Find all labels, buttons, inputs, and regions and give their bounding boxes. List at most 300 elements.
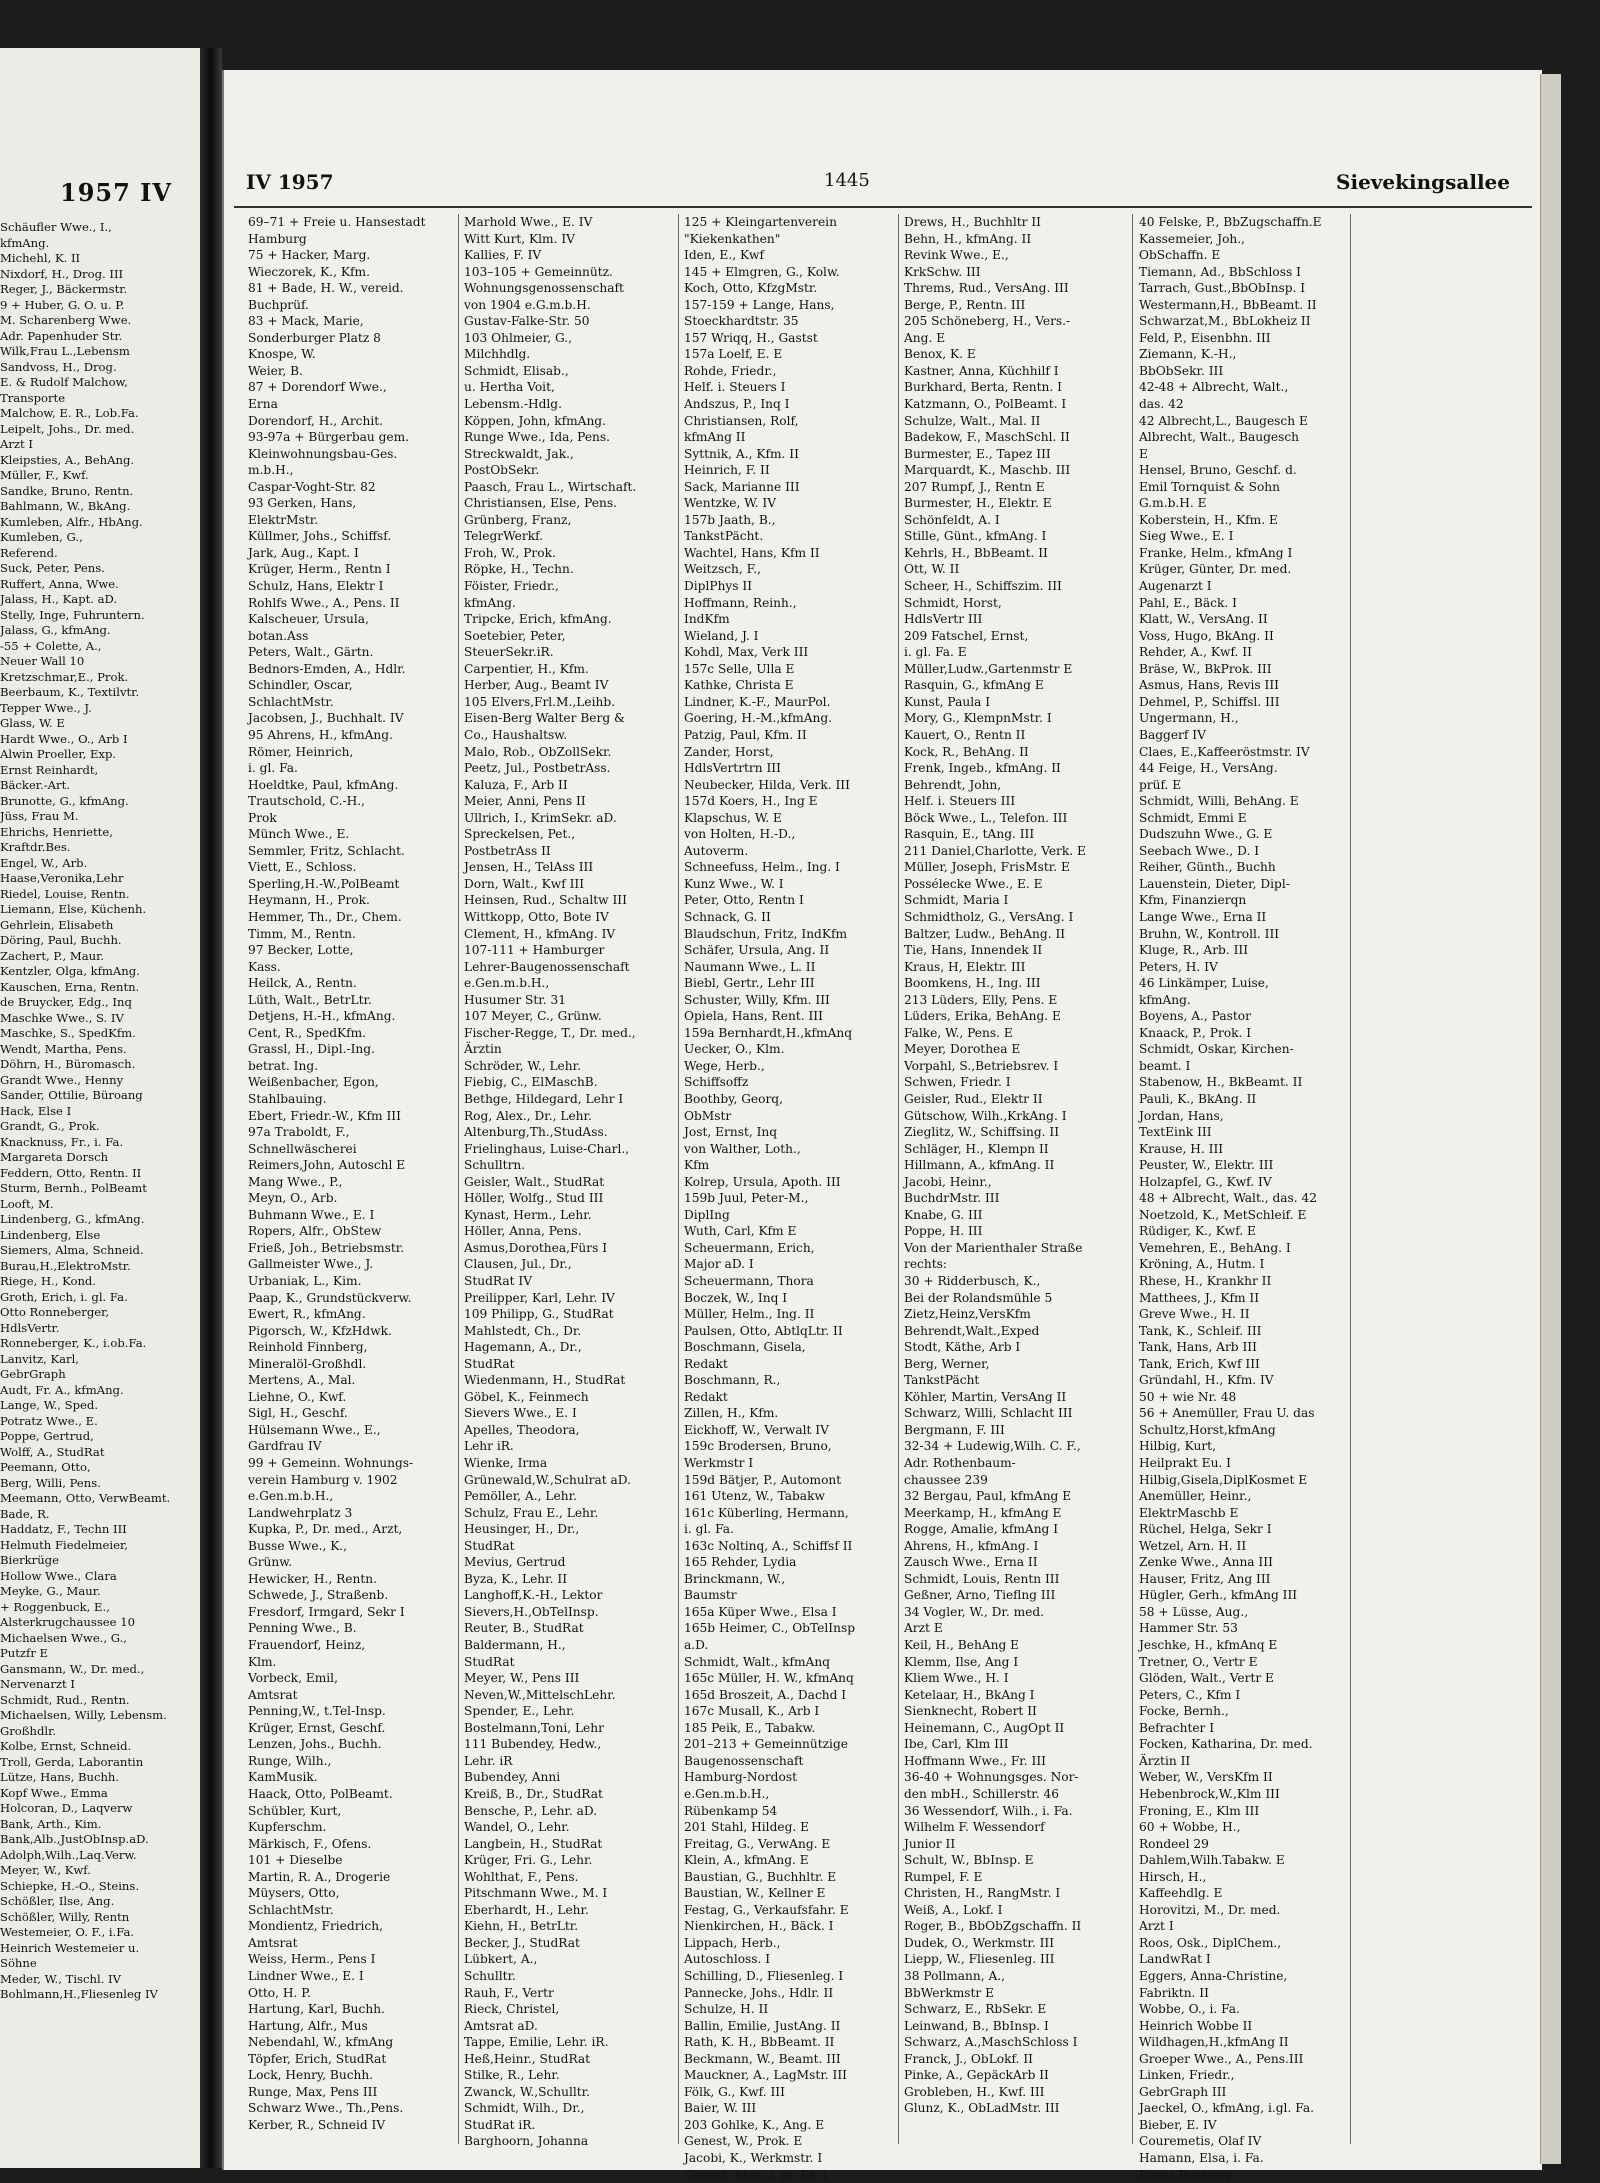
left-page-entry: Schiepke, H.-O., Steins. <box>0 1878 140 1893</box>
directory-entry: Clement, H., kfmAng. IV <box>464 926 616 941</box>
directory-entry: Viett, E., Schloss. <box>248 860 357 875</box>
directory-entry: Kreiß, B., Dr., StudRat <box>464 1786 603 1801</box>
left-page-entry: Lütze, Hans, Buchh. <box>0 1770 120 1784</box>
directory-entry: Hoeldtke, Paul, kfmAng. <box>248 777 399 792</box>
directory-entry: 36-40 + Wohnungsges. Nor- <box>904 1770 1079 1785</box>
left-page-entry: Gansmann, W., Dr. med., <box>0 1661 145 1676</box>
directory-entry: Ärztin <box>464 1042 502 1057</box>
directory-entry: Landwehrplatz 3 <box>248 1505 353 1520</box>
directory-entry: Busse Wwe., K., <box>248 1538 348 1553</box>
directory-entry: Köhler, Martin, VersAng II <box>904 1389 1067 1404</box>
directory-entry: TankstPächt. <box>684 529 764 544</box>
directory-entry: 83 + Mack, Marie, <box>248 314 364 329</box>
directory-entry: 165b Heimer, C., ObTelInsp <box>684 1621 855 1636</box>
directory-entry: 125 + Kleingartenverein <box>684 215 837 229</box>
directory-entry: TelegrWerkf. <box>464 529 544 544</box>
directory-entry: Schiffsoffz <box>684 1075 749 1090</box>
directory-entry: Jensen, H., TelAss III <box>464 860 594 875</box>
directory-entry: Liehne, O., Kwf. <box>248 1389 347 1404</box>
left-page-entry: Söhne <box>0 1956 37 1970</box>
left-page-entry: Bade, R. <box>0 1506 50 1521</box>
page-header <box>224 170 1542 210</box>
directory-entry: Peters, H. IV <box>1139 959 1218 974</box>
directory-entry: Krause, H. III <box>1139 1141 1224 1156</box>
directory-entry: Rasquin, G., kfmAng E <box>904 678 1044 693</box>
left-page-entry: Kentzler, Olga, kfmAng. <box>0 964 140 978</box>
directory-entry: Reiher, Günth., Buchh <box>1139 860 1276 875</box>
directory-entry: Hillmann, A., kfmAng. II <box>904 1158 1055 1173</box>
directory-entry: Blaudschun, Fritz, IndKfm <box>684 926 848 941</box>
directory-entry: Schnellwäscherei <box>248 1141 357 1156</box>
directory-entry: Kallies, F. IV <box>464 248 542 263</box>
directory-entry: Roger, B., BbObZgschaffn. II <box>904 1919 1082 1934</box>
directory-entry: Otto, H. P. <box>248 1985 311 2000</box>
directory-entry: Ott, W. II <box>904 562 960 577</box>
directory-entry: Klm. <box>248 1654 277 1669</box>
directory-entry: Heilprakt Eu. I <box>1139 1456 1231 1471</box>
directory-entry: Hewicker, H., Rentn. <box>248 1571 377 1586</box>
directory-entry: Wachtel, Hans, Kfm II <box>684 545 820 560</box>
directory-entry: Asmus, Hans, Revis III <box>1139 678 1279 693</box>
directory-entry: 38 Pollmann, A., <box>904 1968 1006 1983</box>
directory-entry: 201 Stahl, Hildeg. E <box>684 1820 810 1835</box>
directory-entry: 209 Fatschel, Ernst, <box>904 628 1029 643</box>
left-page-entry: Audt, Fr. A., kfmAng. <box>0 1382 124 1397</box>
directory-entry: Kunst, Paula I <box>904 694 991 709</box>
left-page-entry: Kumleben, Alfr., HbAng. <box>0 514 143 529</box>
directory-entry: Lüders, Erika, BehAng. E <box>904 1009 1061 1024</box>
directory-entry: Buchprüf. <box>248 297 309 312</box>
directory-entry: Froning, E., Klm III <box>1139 1803 1260 1818</box>
directory-entry: Helf. i. Steuers I <box>684 380 786 395</box>
directory-entry: Mahlstedt, Ch., Dr. <box>464 1323 582 1338</box>
directory-entry: Schult, W., BbInsp. E <box>904 1853 1034 1868</box>
directory-entry: Lenzen, Johs., Buchh. <box>248 1737 382 1752</box>
directory-entry: Schultz,Horst,kfmAng <box>1139 1422 1276 1437</box>
left-page-entry: Leipelt, Johs., Dr. med. <box>0 421 135 436</box>
directory-entry: 103–105 + Gemeinnütz. <box>464 264 613 279</box>
directory-entry: Amtsrat <box>248 1935 298 1950</box>
directory-entry: Roos, Osk., DiplChem., <box>1139 1935 1282 1950</box>
directory-entry: Lindner Wwe., E. I <box>248 1968 364 1983</box>
directory-entry: Pigorsch, W., KfzHdwk. <box>248 1323 392 1338</box>
directory-entry: Wittkopp, Otto, Bote IV <box>464 909 609 924</box>
directory-entry: Holzapfel, G., Kwf. IV <box>1139 1174 1272 1189</box>
directory-entry: Zausch Wwe., Erna II <box>904 1555 1038 1570</box>
directory-entry: Schwede, J., Straßenb. <box>248 1588 389 1603</box>
directory-entry: Schulltrn. <box>464 1158 526 1173</box>
directory-entry: Lock, Henry, Buchh. <box>248 2068 374 2083</box>
directory-entry: Groeper Wwe., A., Pens.III <box>1139 2051 1304 2066</box>
directory-entry: botan.Ass <box>248 628 309 643</box>
directory-entry: Lange Wwe., Erna II <box>1139 909 1267 924</box>
directory-entry: Behrendt, John, <box>904 777 1002 792</box>
directory-entry: Frielinghaus, Luise-Charl., <box>464 1141 630 1156</box>
directory-entry: Tie, Hans, Innendek II <box>904 943 1043 958</box>
directory-entry: Eberhardt, H., Lehr. <box>464 1902 589 1917</box>
directory-entry: 157a Loelf, E. E <box>684 347 783 362</box>
directory-entry: Wieczorek, K., Kfm. <box>248 264 370 279</box>
left-page-entry: Hack, Else I <box>0 1103 72 1118</box>
directory-entry: von Walther, Loth., <box>684 1141 801 1156</box>
directory-entry: Ketelaar, H., BkAng I <box>904 1687 1035 1702</box>
directory-entry: 201–213 + Gemeinnützige <box>684 1737 848 1752</box>
left-page-entry: Peemann, Otto, <box>0 1460 91 1474</box>
directory-entry: Befrachter I <box>1139 1720 1215 1735</box>
directory-entry: Katzmann, O., PolBeamt. I <box>904 397 1067 412</box>
left-page-entry: Burau,H.,ElektroMstr. <box>0 1258 131 1273</box>
directory-entry: Drews, H., Buchhltr II <box>904 215 1041 229</box>
directory-column-2 <box>464 214 676 2150</box>
directory-entry: Fabriktn. II <box>1139 1985 1209 2000</box>
directory-entry: Pinke, A., GepäckArb II <box>904 2068 1049 2083</box>
directory-entry: Hammer Str. 53 <box>1139 1621 1238 1636</box>
left-page-entry: Schößler, Ilse, Ang. <box>0 1894 115 1908</box>
left-page-entry: Jüss, Frau M. <box>0 809 79 823</box>
left-page-entry: Grandt Wwe., Henny <box>0 1072 124 1087</box>
directory-entry: Dahlem,Wilh.Tabakw. E <box>1139 1853 1285 1868</box>
directory-entry: 97a Traboldt, F., <box>248 1125 350 1140</box>
directory-entry: Westermann,H., BbBeamt. II <box>1139 297 1317 312</box>
directory-entry: Krüger, Ernst, Geschf. <box>248 1720 386 1735</box>
directory-entry: Benox, K. E <box>904 347 976 362</box>
directory-entry: Kleinwohnungsbau-Ges. <box>248 446 398 461</box>
left-page-entry: Tepper Wwe., J. <box>0 700 92 715</box>
directory-entry: Wetzel, Arn. H. II <box>1139 1538 1247 1553</box>
left-page-entry: Wendt, Martha, Pens. <box>0 1041 127 1056</box>
directory-entry: Peter, Otto, Rentn I <box>684 893 804 908</box>
directory-entry: Langhoff,K.-H., Lektor <box>464 1588 603 1603</box>
directory-entry: Asmus,Dorothea,Fürs I <box>464 1240 608 1255</box>
directory-entry: Fölk, G., Kwf. III <box>684 2084 785 2099</box>
directory-entry: Dudek, O., Werkmstr. III <box>904 1935 1055 1950</box>
directory-entry: Jark, Aug., Kapt. I <box>248 545 359 560</box>
directory-entry: i. gl. Fa. E <box>904 645 967 660</box>
directory-entry: Kaluza, F., Arb II <box>464 777 568 792</box>
directory-entry: Christiansen, Rolf, <box>684 413 799 428</box>
directory-entry: Kehrls, H., BbBeamt. II <box>904 545 1048 560</box>
left-page-entry: Bahlmann, W., BkAng. <box>0 499 131 513</box>
directory-entry: Brinckmann, W., <box>684 1571 786 1586</box>
directory-entry: SchlachtMstr. <box>248 1902 334 1917</box>
directory-entry: Wege, Herb., <box>684 1058 765 1073</box>
left-page-entry: Riege, H., Kond. <box>0 1274 97 1288</box>
street-name-header: Sievekingsallee <box>1336 170 1510 194</box>
directory-entry: 207 Rumpf, J., Rentn E <box>904 479 1045 494</box>
left-page-entry: 9 + Huber, G. O. u. P. <box>0 297 125 312</box>
directory-entry: Froh, W., Prok. <box>464 545 556 560</box>
directory-entry: ElektrMaschb E <box>1139 1505 1239 1520</box>
left-page-entry: Bierkrüge <box>0 1553 59 1567</box>
left-page-entry: + Roggenbuck, E., <box>0 1599 110 1614</box>
directory-entry: Tiemann, Ad., BbSchloss I <box>1139 264 1301 279</box>
directory-entry: 93 Gerken, Hans, <box>248 496 357 511</box>
directory-entry: Hauser, Fritz, Ang III <box>1139 1571 1271 1586</box>
directory-entry: Mineralöl-Großhdl. <box>248 1356 367 1371</box>
directory-entry: Weier, B. <box>248 363 303 378</box>
directory-entry: StudRat <box>464 1356 515 1371</box>
left-page-entry: Bank,Alb.,JustObInsp.aD. <box>0 1832 149 1846</box>
directory-entry: Schnack, G. II <box>684 909 771 924</box>
directory-entry: Kröning, A., Hutm. I <box>1139 1257 1265 1272</box>
directory-column-3 <box>684 214 896 2183</box>
directory-entry: Cent, R., SpedKfm. <box>248 1025 367 1040</box>
left-page-entry: Nixdorf, H., Drog. III <box>0 266 124 281</box>
directory-entry: Reinhold Finnberg, <box>248 1340 368 1355</box>
directory-entry: Marquardt, K., Maschb. III <box>904 463 1071 478</box>
directory-entry: Bostelmann,Toni, Lehr <box>464 1720 604 1735</box>
directory-entry: Adr. Rothenbaum- <box>904 1456 1016 1471</box>
directory-entry: 101 + Dieselbe <box>248 1853 343 1868</box>
directory-entry: Witt Kurt, Klm. IV <box>464 231 575 246</box>
directory-entry: BbObSekr. III <box>1139 363 1224 378</box>
directory-entry: Ewert, R., kfmAng. <box>248 1307 366 1322</box>
directory-entry: Opiela, Hans, Rent. III <box>684 1009 823 1024</box>
directory-entry: Kliem Wwe., H. I <box>904 1671 1009 1686</box>
directory-entry: Freitag, G., VerwAng. E <box>684 1836 831 1851</box>
directory-entry: Neven,W.,MittelschLehr. <box>464 1687 616 1702</box>
directory-entry: Semmler, Fritz, Schlacht. <box>248 843 405 858</box>
directory-entry: Becker, J., StudRat <box>464 1935 580 1950</box>
page-header-edition: IV 1957 <box>246 170 334 194</box>
left-page-entry: Brunotte, G., kfmAng. <box>0 793 129 808</box>
directory-entry: Boomkens, H., Ing. III <box>904 976 1041 991</box>
directory-entry: Rasquin, E., tAng. III <box>904 827 1035 842</box>
page-number: 1445 <box>824 170 870 191</box>
directory-entry: Scheer, H., Schiffszim. III <box>904 579 1062 594</box>
left-page-entry: Ehrichs, Henriette, <box>0 824 113 839</box>
directory-entry: Pemöller, A., Lehr. <box>464 1489 577 1504</box>
directory-entry: Köppen, John, kfmAng. <box>464 413 606 428</box>
directory-entry: Schwarzat,M., BbLokheiz II <box>1139 314 1311 329</box>
directory-entry: TextEink III <box>1139 1125 1212 1140</box>
directory-entry: Peuster, W., Elektr. III <box>1139 1158 1274 1173</box>
directory-entry: 211 Daniel,Charlotte, Verk. E <box>904 843 1086 858</box>
directory-entry: Schwarz, E., RbSekr. E <box>904 2002 1047 2017</box>
directory-entry: Penning,W., t.Tel-Insp. <box>248 1704 386 1719</box>
directory-entry: Gallmeister Wwe., J. <box>248 1257 374 1272</box>
directory-entry: Fresdorf, Irmgard, Sekr I <box>248 1604 405 1619</box>
directory-entry: Festag, G., Verkaufsfahr. E <box>684 1902 849 1917</box>
directory-entry: Hirsch, H., <box>1139 1869 1207 1884</box>
directory-entry: kfmAng. <box>1139 992 1191 1007</box>
directory-entry: Heinemann, C., AugOpt II <box>904 1720 1065 1735</box>
directory-entry: Poppe, H. III <box>904 1224 983 1239</box>
left-page-entry: Poppe, Gertrud, <box>0 1429 94 1443</box>
directory-entry: Vorpahl, S.,Betriebsrev. I <box>904 1058 1059 1073</box>
left-page-entry: Alsterkrugchaussee 10 <box>0 1615 135 1629</box>
directory-entry: Pauli, K., BkAng. II <box>1139 1091 1257 1106</box>
left-page-header: 1957 IV <box>60 178 172 207</box>
directory-entry: m.b.H., <box>248 463 294 478</box>
left-page-entry: Nervenarzt I <box>0 1677 75 1691</box>
left-page-entry: Otto Ronneberger, <box>0 1305 110 1319</box>
directory-entry: Boothby, Georq, <box>684 1091 783 1106</box>
directory-entry: Baltzer, Ludw., BehAng. II <box>904 926 1066 941</box>
directory-entry: beamt. I <box>1139 1058 1191 1073</box>
directory-entry: Knabe, G. III <box>904 1207 983 1222</box>
directory-entry: 30 + Ridderbusch, K., <box>904 1274 1041 1288</box>
directory-entry: Kohdl, Max, Verk III <box>684 645 809 660</box>
directory-entry: Gütschow, Wilh.,KrkAng. I <box>904 1108 1067 1123</box>
directory-entry: Grobleben, H., Kwf. III <box>904 2084 1045 2099</box>
directory-entry: Weber, W., VersKfm II <box>1139 1770 1273 1785</box>
left-page-entry: Schäufler Wwe., I., <box>0 220 112 234</box>
directory-entry: a.D. <box>684 1638 709 1653</box>
left-page-entry: Kretzschmar,E., Prok. <box>0 669 129 684</box>
directory-entry: HdlsVertr III <box>904 612 983 627</box>
directory-entry: Wuth, Carl, Kfm E <box>684 1224 797 1239</box>
directory-entry: 36 Wessendorf, Wilh., i. Fa. <box>904 1803 1073 1818</box>
left-page-entry: Hardt Wwe., O., Arb I <box>0 731 128 746</box>
left-page-entry: Großhdlr. <box>0 1723 57 1738</box>
directory-entry: 161c Küberling, Hermann, <box>684 1505 849 1520</box>
directory-entry: Naumann Wwe., L. II <box>684 959 816 974</box>
directory-entry: Meyer, Dorothea E <box>904 1042 1021 1057</box>
left-page-entry: Sander, Ottilie, Büroang <box>0 1088 143 1102</box>
directory-entry: Schulz, Hans, Elektr I <box>248 579 384 594</box>
left-page-entry: Kauschen, Erna, Rentn. <box>0 979 140 994</box>
directory-entry: Kupka, P., Dr. med., Arzt, <box>248 1522 403 1537</box>
directory-entry: 95 Ahrens, H., kfmAng. <box>248 727 393 742</box>
directory-entry: 165a Küper Wwe., Elsa I <box>684 1604 837 1619</box>
directory-entry: Milchhdlg. <box>464 347 531 362</box>
directory-entry: Badekow, F., MaschSchl. II <box>904 430 1070 445</box>
left-page-entry: Michaelsen Wwe., G., <box>0 1630 127 1645</box>
directory-entry: Ibe, Carl, Klm III <box>904 1737 1009 1752</box>
directory-entry: ObMstr <box>684 1108 732 1123</box>
directory-entry: Kluge, R., Arb. III <box>1139 943 1249 958</box>
directory-entry: StudRat <box>464 1654 515 1669</box>
directory-entry: Peetz, Jul., PostbetrAss. <box>464 761 611 776</box>
left-page-entry: Feddern, Otto, Rentn. II <box>0 1165 142 1180</box>
directory-entry: Focken, Katharina, Dr. med. <box>1139 1737 1313 1752</box>
directory-entry: Heinsen, Rud., Schaltw III <box>464 893 627 908</box>
directory-entry: Höller, Wolfg., Stud III <box>464 1191 604 1206</box>
directory-entry: Spender, E., Lehr. <box>464 1704 575 1719</box>
left-page-entry: Engel, W., Arb. <box>0 855 88 870</box>
left-page-entry: Adr. Papenhuder Str. <box>0 328 123 343</box>
directory-entry: Horovitzi, M., Dr. med. <box>1139 1902 1281 1917</box>
directory-entry: Mauckner, A., LagMstr. III <box>684 2068 847 2083</box>
page-edge <box>1540 74 1561 2164</box>
left-page-entry: Maschke, S., SpedKfm. <box>0 1026 136 1040</box>
directory-entry: Krüger, Fri. G., Lehr. <box>464 1853 593 1868</box>
directory-entry: Ebert, Friedr.-W., Kfm III <box>248 1108 401 1123</box>
directory-entry: Stilke, R., Lehr. <box>464 2068 560 2083</box>
left-page-entry: Neuer Wall 10 <box>0 654 85 668</box>
directory-entry: Baggerf IV <box>1139 727 1206 742</box>
directory-entry: Rieck, Christel, <box>464 2002 560 2017</box>
directory-entry: Kraus, H, Elektr. III <box>904 959 1026 974</box>
directory-entry: 56 + Anemüller, Frau U. das <box>1139 1406 1315 1421</box>
directory-entry: Vemehren, E., BehAng. I <box>1139 1240 1291 1255</box>
directory-entry: Nienkirchen, H., Bäck. I <box>684 1919 834 1934</box>
directory-entry: chaussee 239 <box>904 1472 988 1487</box>
directory-entry: Uecker, O., Klm. <box>684 1042 785 1057</box>
directory-entry: Franz Buchner <box>1139 2167 1232 2182</box>
directory-entry: Paulsen, Otto, AbtlqLtr. II <box>684 1323 843 1338</box>
directory-entry: e.Gen.m.b.H., <box>464 976 550 991</box>
left-page-entry: Wolff, A., StudRat <box>0 1444 105 1459</box>
directory-entry: Bethge, Hildegard, Lehr I <box>464 1091 624 1106</box>
directory-entry: Detjens, H.-H., kfmAng. <box>248 1009 396 1024</box>
directory-entry: Jeschke, H., kfmAnq E <box>1139 1638 1278 1653</box>
directory-entry: Tappe, Emilie, Lehr. iR. <box>464 2035 609 2050</box>
left-page-entry: Groth, Erich, i. gl. Fa. <box>0 1289 128 1304</box>
left-page-entry: Lindenberg, G., kfmAng. <box>0 1212 145 1226</box>
directory-entry: Grünberg, Franz, <box>464 512 572 527</box>
directory-entry: Eisen-Berg Walter Berg & <box>464 711 625 726</box>
left-page-entry: Putzfr E <box>0 1646 49 1660</box>
directory-entry: 167c Musall, K., Arb I <box>684 1704 820 1719</box>
left-page-entry: Maschke Wwe., S. IV <box>0 1010 124 1025</box>
directory-entry: Byza, K., Lehr. II <box>464 1571 568 1586</box>
directory-entry: 58 + Lüsse, Aug., <box>1139 1604 1249 1619</box>
directory-entry: Sigl, H., Geschf. <box>248 1406 348 1421</box>
directory-entry: Caspar-Voght-Str. 82 <box>248 479 376 494</box>
directory-entry: Scheuermann, Thora <box>684 1274 814 1288</box>
left-page-entry: Kumleben, G., <box>0 530 83 544</box>
directory-entry: 99 + Gemeinn. Wohnungs- <box>248 1456 414 1471</box>
directory-entry: 163c Noltinq, A., Schiffsf II <box>684 1538 853 1553</box>
directory-entry: Jost, Ernst, Inq <box>684 1125 778 1140</box>
directory-entry: Knaack, P., Prok. I <box>1139 1025 1252 1040</box>
directory-entry: Höller, Anna, Pens. <box>464 1224 582 1239</box>
directory-entry: Bei der Rolandsmühle 5 <box>904 1290 1053 1305</box>
directory-entry: Zieglitz, W., Schiffsing. II <box>904 1125 1060 1140</box>
directory-entry: Jacobi, K., Werkmstr. I <box>684 2150 823 2165</box>
directory-entry: Wohnungsgenossenschaft <box>464 281 624 296</box>
directory-entry: Glunz, K., ObLadMstr. III <box>904 2101 1060 2116</box>
directory-entry: Marhold Wwe., E. IV <box>464 215 593 229</box>
directory-entry: Kassemeier, Joh., <box>1139 231 1246 246</box>
directory-entry: StudRat iR. <box>464 2117 536 2132</box>
directory-entry: 60 + Wobbe, H., <box>1139 1820 1241 1835</box>
left-page-entry: Hollow Wwe., Clara <box>0 1568 117 1583</box>
directory-entry: Rath, K. H., BbBeamt. II <box>684 2035 835 2050</box>
directory-entry: PostbetrAss II <box>464 843 551 858</box>
left-page-entry: E. & Rudolf Malchow, <box>0 375 128 389</box>
directory-entry: Weißenbacher, Egon, <box>248 1075 379 1090</box>
directory-entry: 34 Vogler, W., Dr. med. <box>904 1604 1045 1619</box>
directory-entry: Heymann, H., Prok. <box>248 893 370 908</box>
directory-entry: Von der Marienthaler Straße <box>904 1240 1083 1255</box>
directory-entry: Rumpel, F. E <box>904 1869 983 1884</box>
directory-entry: Rüchel, Helga, Sekr I <box>1139 1522 1272 1537</box>
directory-entry: Christen, H., RangMstr. I <box>904 1886 1061 1901</box>
left-page-entry: M. Scharenberg Wwe. <box>0 313 132 327</box>
column-divider <box>678 214 679 2144</box>
directory-entry: Jacobsen, J., Buchhalt. IV <box>248 711 404 726</box>
directory-entry: Kfm <box>684 1158 710 1173</box>
directory-entry: SchlachtMstr. <box>248 694 334 709</box>
directory-entry: Timm, M., Rentn. <box>248 926 356 941</box>
directory-entry: Zwanck, W.,Schulltr. <box>464 2084 591 2099</box>
directory-entry: Frenk, Ingeb., kfmAng. II <box>904 761 1061 776</box>
left-page-entry: Schößler, Willy, Rentn <box>0 1909 130 1924</box>
directory-entry: Wiedenmann, H., StudRat <box>464 1373 626 1388</box>
directory-entry: Schulltr. <box>464 1968 516 1983</box>
directory-entry: Spreckelsen, Pet., <box>464 827 576 842</box>
directory-entry: Linken, Friedr., <box>1139 2068 1235 2083</box>
directory-entry: Göbel, K., Feinmech <box>464 1389 589 1404</box>
directory-entry: Haack, Otto, PolBeamt. <box>248 1786 393 1801</box>
directory-entry: Heß,Heinr., StudRat <box>464 2051 591 2066</box>
directory-entry: Rogge, Amalie, kfmAng I <box>904 1522 1059 1537</box>
directory-entry: betrat. Ing. <box>248 1058 318 1073</box>
directory-entry: Klapschus, W. E <box>684 810 782 825</box>
